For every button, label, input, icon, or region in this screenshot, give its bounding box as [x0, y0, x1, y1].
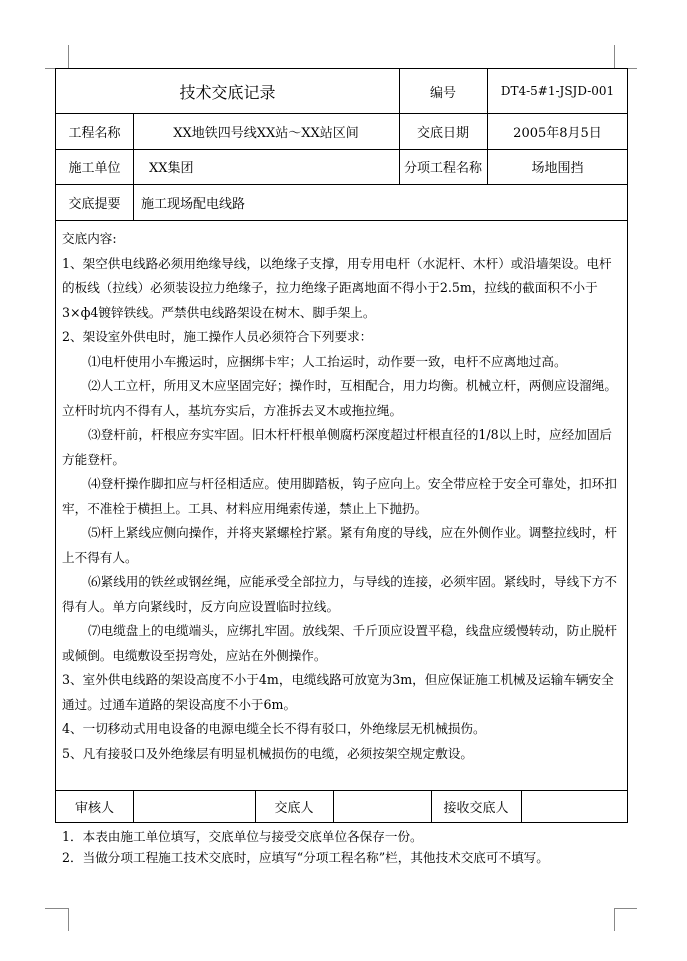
subitem-label: 分项工程名称 — [403, 161, 482, 176]
summary-value: 施工现场配电线路 — [141, 196, 246, 212]
content-item-5: 5、凡有接驳口及外绝缘层有明显机械损伤的电缆，必须按架空规定敷设。 — [62, 745, 474, 761]
crop-mark — [614, 908, 615, 931]
content-subitem-5: ⑸杆上紧线应侧向操作，并将夹紧螺栓拧紧。紧有角度的导线，应在外侧作业。调整拉线时，杆上不得有人。 — [62, 525, 617, 565]
crop-mark — [68, 45, 69, 68]
crop-mark — [68, 908, 69, 931]
crop-mark — [614, 908, 637, 909]
content-subitem-2: ⑵人工立杆，所用叉木应坚固完好；操作时，互相配合，用力均衡。机械立杆，两侧应设溜绳。立杆时坑内不得有人，基坑夯实后，方准拆去叉木或拖拉绳。 — [62, 378, 617, 418]
content-item-3: 3、室外供电线路的架设高度不小于4m，电缆线路可放宽为3m，但应保证施工机械及运输车辆安全通过。过通车道路的架设高度不小于6m。 — [62, 672, 614, 712]
footnotes — [62, 826, 549, 868]
discloser-label: 交底人 — [274, 801, 314, 816]
content-subitem-1: ⑴电杆使用小车搬运时，应捆绑卡牢；人工抬运时，动作要一致，电杆不应离地过高。 — [88, 353, 567, 369]
project-label: 工程名称 — [68, 125, 121, 141]
content-label: 交底内容: — [62, 231, 117, 246]
content-item-2: 2、架设室外供电时，施工操作人员必须符合下列要求： — [62, 329, 373, 344]
footnote-2: 2．当做分项工程施工技术交底时，应填写“分项工程名称”栏，其他技术交底可不填写。 — [62, 850, 549, 865]
content-item-1: 1、架空供电线路必须用绝缘导线，以绝缘子支撑，用专用电杆（水泥杆、木杆）或沿墙架设。电杆的板线（拉线）必须装设拉力绝缘子，拉力绝缘子距离地面不得小于2.5m，拉线的截面积不小于3×ф4镀锌铁线。严禁供电线路架设在树木、脚手架上。 — [62, 255, 612, 320]
discloser-field[interactable] — [333, 790, 431, 823]
crop-mark — [45, 908, 68, 909]
page-title: 技术交底记录 — [179, 82, 276, 102]
date-value: 2005年8月5日 — [513, 125, 602, 141]
crop-mark — [614, 45, 615, 68]
reviewer-field[interactable] — [133, 790, 255, 823]
unit-value: XX集团 — [149, 161, 194, 176]
date-label: 交底日期 — [416, 125, 469, 141]
disclosure-content — [62, 227, 621, 766]
summary-label: 交底提要 — [68, 196, 121, 212]
content-subitem-7: ⑺电缆盘上的电缆端头，应绑扎牢固。放线架、千斤顶应设置平稳，线盘应缓慢转动，防止脱杆或倾倒。电缆敷设至拐弯处，应站在外侧操作。 — [62, 623, 617, 663]
content-subitem-3: ⑶登杆前，杆根应夯实牢固。旧木杆杆根单侧腐朽深度超过杆根直径的1/8以上时，应经加固后方能登杆。 — [62, 427, 613, 467]
footnote-1: 1．本表由施工单位填写，交底单位与接受交底单位各保存一份。 — [62, 829, 423, 844]
reviewer-label: 审核人 — [74, 801, 114, 816]
content-subitem-6: ⑹紧线用的铁丝或钢丝绳，应能承受全部拉力，与导线的连接，必须牢固。紧线时，导线下方不得有人。单方向紧线时，反方向应设置临时拉线。 — [62, 574, 617, 614]
content-item-4: 4、一切移动式用电设备的电源电缆全长不得有驳口，外绝缘层无机械损伤。 — [62, 721, 486, 736]
subitem-value: 场地围挡 — [531, 161, 584, 176]
number-label: 编号 — [429, 85, 456, 101]
unit-label: 施工单位 — [68, 161, 121, 176]
content-subitem-4: ⑷登杆操作脚扣应与杆径相适应。使用脚踏板，钩子应向上。安全带应栓于安全可靠处，扣环扣牢，不准栓于横担上。工具、材料应用绳索传递，禁止上下抛扔。 — [62, 476, 617, 516]
project-value: XX地铁四号线XX站～XX站区间 — [173, 125, 359, 141]
receiver-field[interactable] — [521, 790, 628, 823]
receiver-label: 接收交底人 — [443, 801, 509, 816]
number-value: DT4-5#1-JSJD-001 — [500, 84, 615, 98]
disclosure-table — [55, 68, 628, 823]
